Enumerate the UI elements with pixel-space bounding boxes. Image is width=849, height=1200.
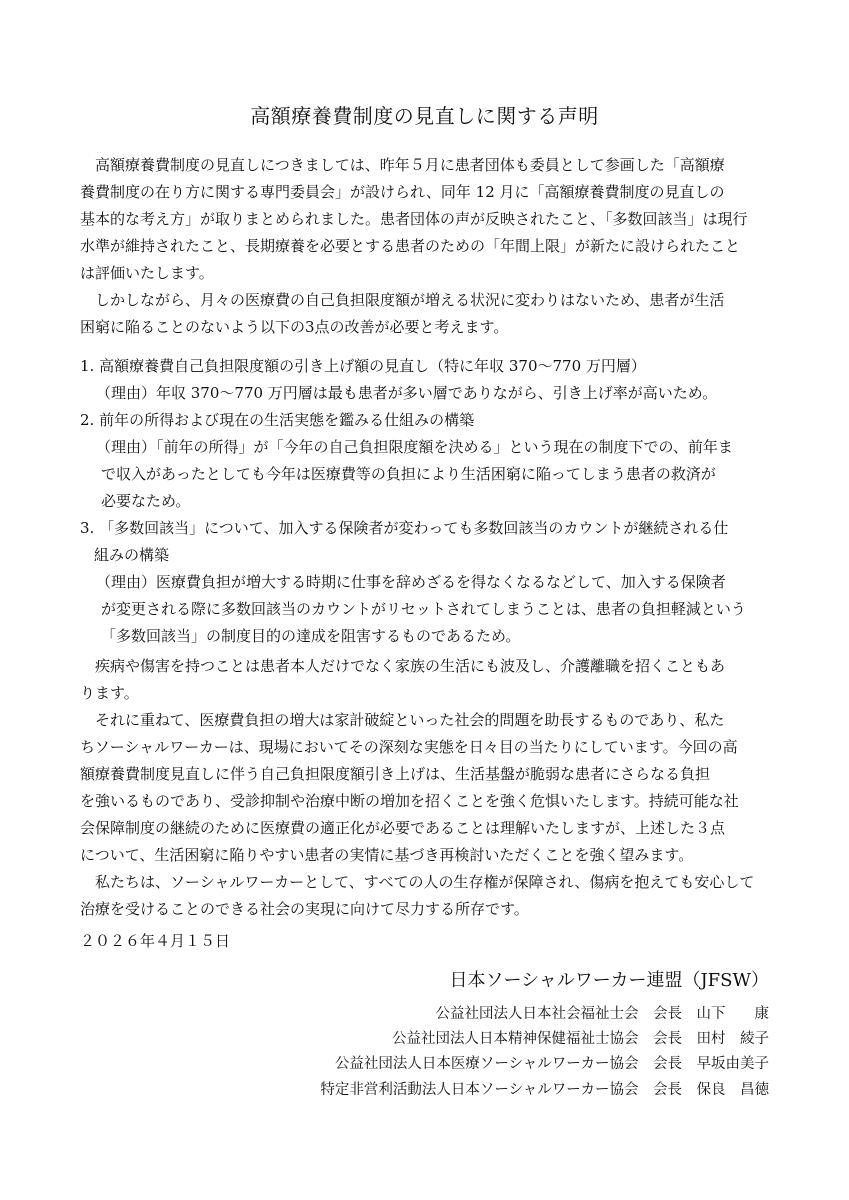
closing-paragraphs: [80, 653, 770, 923]
statement-date: ２０２６年４月１５日: [80, 932, 231, 950]
intro-line: 高額療養費制度の見直しにつきましては、昨年５月に患者団体も委員として参画した「高額療: [95, 156, 725, 174]
intro-line: 基本的な考え方」が取りまとめられました。患者団体の声が反映されたこと、「多数回該当」は現行: [80, 210, 748, 228]
intro-line: 水準が維持されたこと、長期療養を必要とする患者のための「年間上限」が新たに設けられたこと: [80, 237, 741, 255]
signatory-line: 特定非営利活動法人日本ソーシャルワーカー協会 会長 保良 昌徳: [320, 1082, 769, 1098]
closing-line: について、生活困窮に陥りやすい患者の実情に基づき再検討いただくことを強く望みます。: [80, 846, 694, 864]
closing-line: ります。: [80, 684, 139, 702]
item-reason: 「多数回該当」の制度目的の達成を阻害するものであるため。: [101, 627, 521, 645]
signatory-line: 公益社団法人日本社会福祉士会 会長 山下 康: [435, 1006, 769, 1022]
federation-name: 日本ソーシャルワーカー連盟（JFSW）: [449, 970, 769, 991]
intro-paragraphs: [80, 152, 770, 341]
intro-line: 養費制度の在り方に関する専門委員会」が設けられ、同年 12 月に「高額療養費制度の見直しの: [80, 183, 725, 201]
intro-line: は評価いたします。: [80, 264, 214, 282]
item-heading: 組みの構築: [94, 546, 170, 564]
item-reason: で収入があったとしても今年は医療費等の負担により生活困窮に陥ってしまう患者の救済が: [101, 465, 716, 483]
item-reason: （理由）年収 370～770 万円層は最も患者が多い層でありながら、引き上げ率が高いため。: [96, 384, 718, 402]
closing-line: 額療養費制度見直しに伴う自己負担限度額引き上げは、生活基盤が脆弱な患者にさらなる負担: [80, 765, 711, 783]
signatory-line: 公益社団法人日本医療ソーシャルワーカー協会 会長 早坂由美子: [334, 1056, 769, 1072]
signatory-line: 公益社団法人日本精神保健福祉士協会 会長 田村 綾子: [392, 1031, 769, 1047]
closing-line: 私たちは、ソーシャルワーカーとして、すべての人の生存権が保障され、傷病を抱えても安心して: [95, 873, 755, 891]
closing-line: 治療を受けることのできる社会の実現に向けて尽力する所存です。: [80, 900, 529, 918]
closing-line: 疾病や傷害を持つことは患者本人だけでなく家族の生活にも波及し、介護離職を招くこともあ: [95, 657, 726, 675]
item-heading: 1. 高額療養費自己負担限度額の引き上げ額の見直し（特に年収 370～770 万円層）: [80, 357, 646, 375]
intro-line: しかしながら、月々の医療費の自己負担限度額が増える状況に変わりはないため、患者が生活: [95, 291, 725, 309]
item-reason: が変更される際に多数回該当のカウントがリセットされてしまうことは、患者の負担軽減という: [101, 600, 746, 618]
item-heading: 2. 前年の所得および現在の生活実態を鑑みる仕組みの構築: [80, 411, 475, 429]
item-reason: （理由）「前年の所得」が「今年の自己負担限度額を決める」という現在の制度下での、前年ま: [96, 438, 733, 456]
improvement-items: [80, 353, 770, 650]
intro-line: 困窮に陥ることのないよう以下の3点の改善が必要と考えます。: [80, 318, 509, 336]
closing-line: 会保障制度の継続のために医療費の適正化が必要であることは理解いたしますが、上述した３点: [80, 819, 726, 837]
item-reason: （理由）医療費負担が増大する時期に仕事を辞めざるを得なくなるなどして、加入する保険者: [96, 573, 726, 591]
closing-line: を強いるものであり、受診抑制や治療中断の増加を招くことを強く危惧いたします。持続可能な社: [80, 792, 739, 810]
item-reason: 必要なため。: [101, 492, 191, 510]
document-title: 高額療養費制度の見直しに関する声明: [250, 104, 599, 128]
item-heading: 3. 「多数回該当」について、加入する保険者が変わっても多数回該当のカウントが継続される仕: [80, 519, 729, 537]
closing-line: それに重ねて、医療費負担の増大は家計破綻といった社会的問題を助長するものであり、私た: [95, 711, 725, 729]
closing-line: ちソーシャルワーカーは、現場においてその深刻な実態を日々目の当たりにしています。今回の高: [80, 738, 738, 756]
